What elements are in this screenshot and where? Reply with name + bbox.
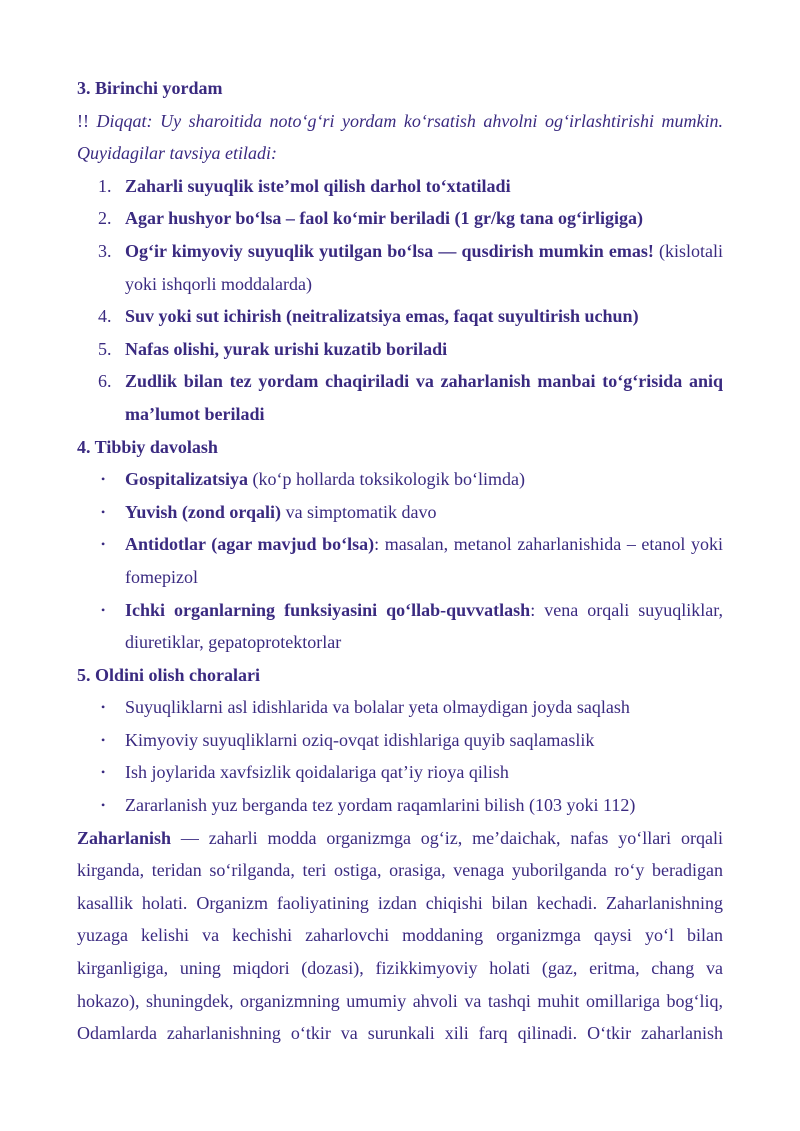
warning-line (77, 105, 723, 138)
list-item: 6. Zudlik bilan tez yordam chaqiriladi va zaharlanish manbai to‘g‘risida aniq ma’lumot beriladi (98, 371, 723, 424)
prevention-list (77, 691, 723, 821)
list-item: • Gospitalizatsiya (ko‘p hollarda toksikologik bo‘limda) (77, 463, 723, 496)
list-item: 1. Zaharli suyuqlik iste’mol qilish darhol to‘xtatiladi (98, 175, 511, 196)
list-item: 3. Og‘ir kimyoviy suyuqlik yutilgan bo‘lsa — qusdirish mumkin emas! (kislotali yoki ishqorli moddalarda) (98, 240, 724, 294)
list-item: 4. Suv yoki sut ichirish (neitralizatsiya emas, faqat suyultirish uchun) (98, 306, 639, 327)
section-3-heading: 3. Birinchi yordam (77, 78, 223, 98)
section-4-heading: 4. Tibbiy davolash (77, 436, 218, 457)
list-item: • Suyuqliklarni asl idishlarida va bolalar yeta olmaydigan joyda saqlash (77, 691, 723, 724)
list-item: • Zararlanish yuz berganda tez yordam raqamlarini bilish (103 yoki 112) (77, 789, 723, 822)
bullet-icon: • (101, 504, 106, 519)
bullet-icon: • (101, 700, 106, 715)
bullet-icon: • (101, 602, 106, 617)
treatment-list (77, 463, 723, 659)
section-5-heading: 5. Oldini olish choralari (77, 664, 261, 685)
bullet-icon: • (101, 732, 106, 747)
list-item: • Ish joylarida xavfsizlik qoidalariga qat’iy rioya qilish (77, 756, 723, 789)
definition-paragraph (77, 822, 723, 1050)
warning-text: Diqqat: Uy sharoitida noto‘g‘ri yordam ko‘rsatish ahvolni og‘irlashtirishi mumkin. (96, 110, 723, 131)
intro-text: Quyidagilar tavsiya etiladi: (77, 143, 277, 164)
bullet-icon: • (101, 472, 106, 487)
warning-marks: !! (77, 110, 89, 131)
definition-term: Zaharlanish (77, 827, 172, 848)
definition-text: — zaharli modda organizmga og‘iz, me’daichak, nafas yo‘llari orqali kirganda, teridan so‘rilganda, teri ostiga, orasiga, venaga yuborilganda ro‘y beradigan kasallik holati. Organizm faoliyatining izdan chiqishi bilan kechadi. Zaharlanishning yuzaga kelishi va kechishi zaharlovchi moddaning organizmga qaysi yo‘l bilan kirganligiga, uning miqdori (dozasi), fizikkimyoviy holati (gaz, eritma, chang va hokazo), shuningdek, organizmning umumiy ahvoli va tashqi muhit omillariga bog‘liq, Odamlarda zaharlanishning o‘tkir va surunkali xili farq qilinadi. O‘tkir zaharlanish (77, 827, 723, 1044)
list-item: • Yuvish (zond orqali) va simptomatik davo (77, 496, 723, 529)
bullet-icon: • (101, 798, 106, 813)
list-item: • Ichki organlarning funksiyasini qo‘llab-quvvatlash: vena orqali suyuqliklar, diuretiklar, gepatoprotektorlar (77, 594, 723, 659)
list-item: • Kimyoviy suyuqliklarni oziq-ovqat idishlariga quyib saqlamaslik (77, 724, 723, 757)
first-aid-list (77, 170, 723, 431)
list-item: • Antidotlar (agar mavjud bo‘lsa): masalan, metanol zaharlanishida – etanol yoki fomepizol (77, 528, 723, 593)
list-item: 2. Agar hushyor bo‘lsa – faol ko‘mir beriladi (1 gr/kg tana og‘irligiga) (98, 208, 644, 229)
bullet-icon: • (101, 765, 106, 780)
bullet-icon: • (101, 537, 106, 552)
document-page (77, 72, 723, 1050)
list-item: 5. Nafas olishi, yurak urishi kuzatib boriladi (98, 338, 448, 359)
